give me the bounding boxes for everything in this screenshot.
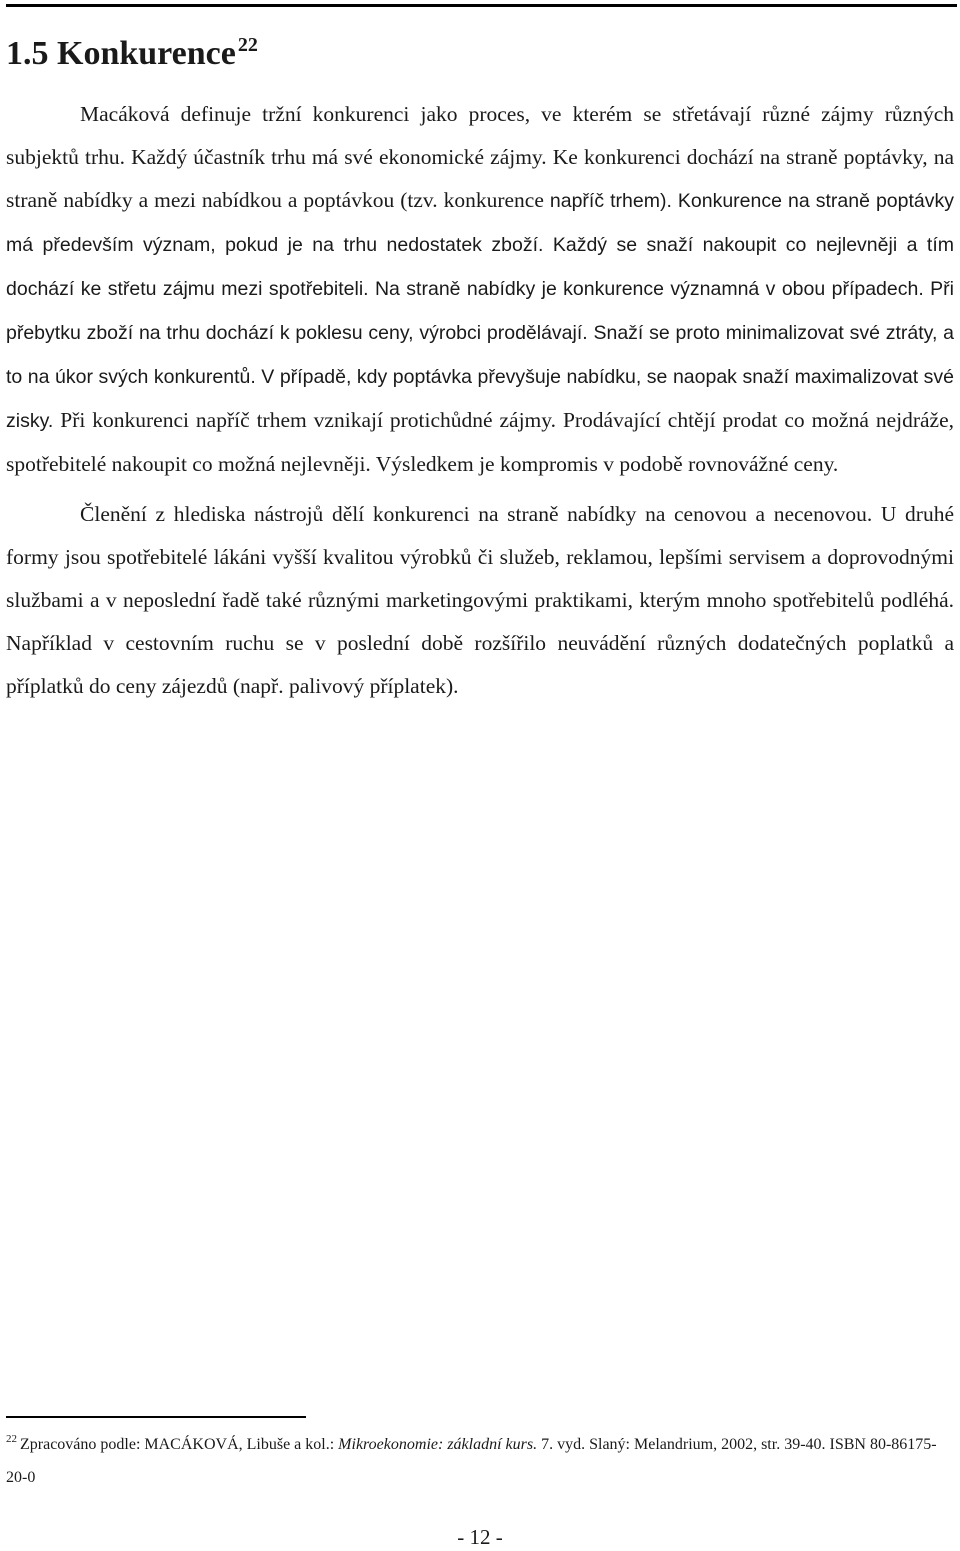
- paragraph-1-part-2: napříč trhem). Konkurence na straně poptávky má především význam, pokud je na trhu nedostatek zboží. Každý se snaží nakoupit co nejlevněji a tím dochází ke střetu zájmu mezi spotřebiteli. Na straně nabídky je konkurence významná v obou případech. Při přebytku zboží na trhu dochází k poklesu ceny, výrobci prodělávají. Snaží se proto minimalizovat své ztráty, a to na úkor svých konkurentů. V případě, kdy poptávka převyšuje nabídku, se naopak snaží maximalizovat své zisky.: [6, 190, 955, 432]
- footnote-separator: [6, 1416, 306, 1418]
- paragraph-1-part-3: Při konkurenci napříč trhem vznikají protichůdné zájmy. Prodávající chtějí prodat co možná nejdráže, spotřebitelé nakoupit co možná nejlevněji. Výsledkem je kompromis v podobě rovnovážné ceny.: [6, 408, 954, 476]
- heading-footnote-ref: 22: [237, 34, 258, 56]
- footnote-suffix: 7. vyd. Slaný: Melandrium, 2002, str. 39-40. ISBN 80-86175-20-0: [6, 1436, 937, 1486]
- body-text: [6, 93, 954, 708]
- footnote: [6, 1429, 956, 1493]
- paragraph-1-part-1: Macáková definuje tržní konkurenci jako proces, ve kterém se střetávají různé zájmy různých subjektů trhu. Každý účastník trhu má své ekonomické zájmy. Ke konkurenci dochází na straně poptávky, na straně nabídky a mezi nabídkou a poptávkou (tzv. konkurence: [6, 102, 954, 212]
- page-number: - 12 -: [457, 1525, 503, 1549]
- section-heading: [6, 28, 258, 84]
- header-rule: [6, 4, 957, 7]
- footnote-book-title: Mikroekonomie: základní kurs.: [338, 1436, 538, 1453]
- footnote-number: 22: [6, 1433, 17, 1445]
- paragraph-1: [6, 93, 954, 486]
- footnote-prefix: Zpracováno podle: MACÁKOVÁ, Libuše a kol.:: [20, 1436, 339, 1453]
- paragraph-2: Členění z hlediska nástrojů dělí konkurenci na straně nabídky na cenovou a necenovou. U druhé formy jsou spotřebitelé lákáni vyšší kvalitou výrobků či služeb, reklamou, lepšími servisem a doprovodnými službami a v neposlední řadě také různými marketingovými praktikami, kterým mnoho spotřebitelů podléhá. Například v cestovním ruchu se v poslední době rozšířilo neuvádění různých dodatečných poplatků a příplatků do ceny zájezdů (např. palivový příplatek).: [6, 502, 954, 698]
- section-title: 1.5 Konkurence: [6, 35, 236, 72]
